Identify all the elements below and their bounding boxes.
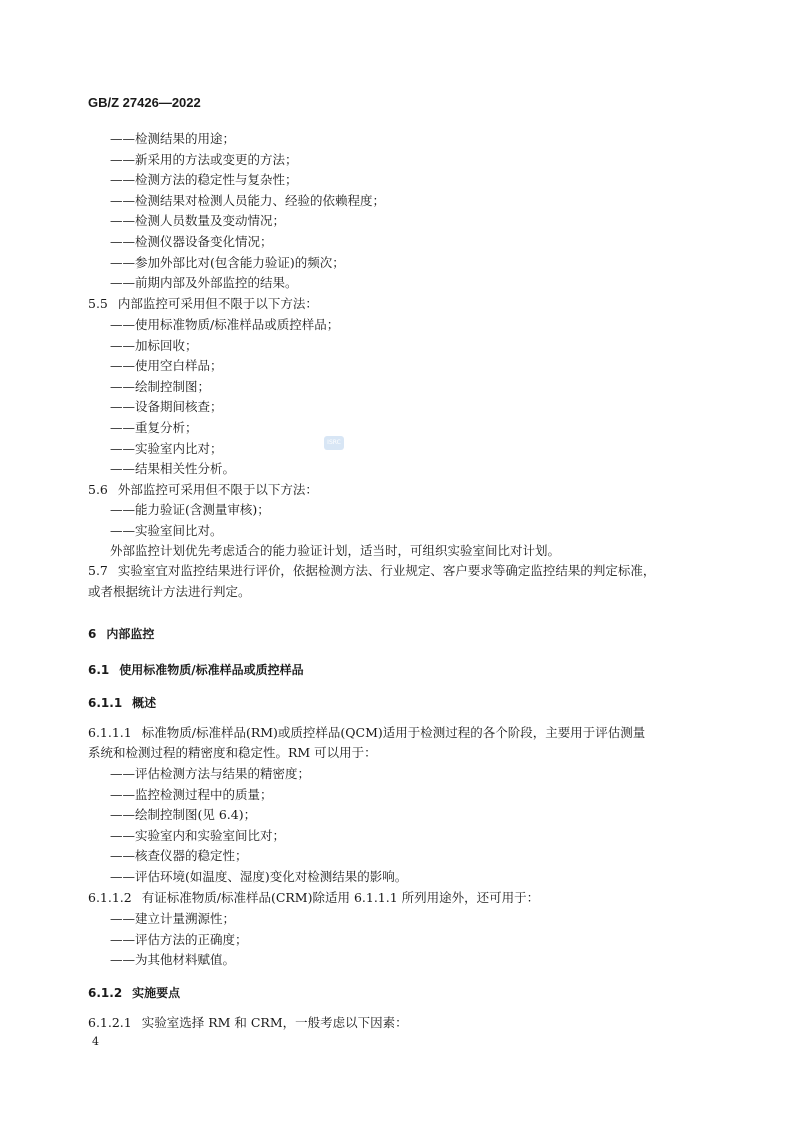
heading-text: 实施要点 [132,986,181,1000]
clause-6-1-2-1 [88,1015,408,1031]
list-item: ——前期内部及外部监控的结果。 [110,275,298,291]
list-item: ——结果相关性分析。 [110,461,236,477]
list-item: ——检测人员数量及变动情况； [110,213,286,229]
clause-number: 5.5 [88,296,108,311]
clause-text: 内部监控可采用但不限于以下方法： [117,296,318,311]
clause-5-7-continued: 或者根据统计方法进行判定。 [88,584,251,599]
clause-5-6 [88,482,318,498]
clause-6-1-1-1 [88,725,645,741]
list-item: ——建立计量溯源性； [110,911,236,926]
clause-number: 5.7 [88,563,108,578]
list-item: ——监控检测过程中的质量； [110,786,273,802]
clause-number: 6.1.2.1 [88,1015,132,1030]
clause-text: 外部监控可采用但不限于以下方法： [117,482,318,497]
list-item: ——评估检测方法与结果的精密度； [110,766,311,781]
list-item: ——能力验证(含测量审核)； [110,502,270,517]
list-item: ——重复分析； [110,420,198,435]
list-item: ——评估环境(如温度、湿度)变化对检测结果的影响。 [110,869,408,884]
heading-text: 概述 [132,696,157,710]
list-item: ——实验室内比对； [110,440,223,456]
list-item: ——使用空白样品； [110,358,223,374]
watermark-logo: ISRC [324,436,344,450]
list-item: ——参加外部比对(包含能力验证)的频次； [110,254,345,270]
heading-number: 6.1 [88,663,110,677]
list-item: ——检测仪器设备变化情况； [110,234,273,249]
list-item: ——使用标准物质/标准样品或质控样品； [110,317,340,332]
list-item: ——加标回收； [110,337,198,353]
heading-6-1-1 [88,695,156,711]
clause-text: 实验室宜对监控结果进行评价，依据检测方法、行业规定、客户要求等确定监控结果的判定标准， [117,563,656,578]
clause-5-7 [88,563,655,579]
heading-text: 使用标准物质/标准样品或质控样品 [119,663,304,677]
clause-text: 标准物质/标准样品(RM)或质控样品(QCM)适用于检测过程的各个阶段，主要用于评估测量 [141,725,646,740]
clause-number: 6.1.1.1 [88,725,132,740]
clause-number: 6.1.1.2 [88,890,132,905]
heading-6-1-2 [88,985,180,1001]
clause-6-1-1-2 [88,890,539,906]
list-item: ——新采用的方法或变更的方法； [110,151,298,167]
list-item: ——实验室间比对。 [110,522,223,538]
clause-text: 实验室选择 RM 和 CRM，一般考虑以下因素： [141,1015,408,1030]
list-item: ——绘制控制图(见 6.4)； [110,807,257,823]
list-item: ——设备期间核查； [110,399,223,415]
list-item: ——为其他材料赋值。 [110,952,236,968]
list-item: ——核查仪器的稳定性； [110,848,248,864]
list-item: ——实验室内和实验室间比对； [110,827,286,843]
list-item: ——检测方法的稳定性与复杂性； [110,172,298,188]
heading-6 [88,626,154,642]
clause-6-1-1-1-continued: 系统和检测过程的精密度和稳定性。RM 可以用于： [88,745,377,760]
heading-text: 内部监控 [106,627,155,641]
list-item: ——绘制控制图； [110,378,211,394]
document-code-header: GB/Z 27426—2022 [88,95,201,110]
list-item: ——检测结果的用途； [110,131,236,146]
heading-number: 6.1.2 [88,986,123,1000]
paragraph-external-plan: 外部监控计划优先考虑适合的能力验证计划，适当时，可组织实验室间比对计划。 [110,543,561,558]
heading-number: 6 [88,627,97,641]
list-item: ——评估方法的正确度； [110,931,248,947]
page-number: 4 [92,1035,99,1048]
clause-number: 5.6 [88,482,108,497]
heading-number: 6.1.1 [88,696,123,710]
heading-6-1 [88,662,304,678]
clause-text: 有证标准物质/标准样品(CRM)除适用 6.1.1.1 所列用途外，还可用于： [141,890,540,905]
clause-5-5 [88,296,318,312]
list-item: ——检测结果对检测人员能力、经验的依赖程度； [110,192,386,208]
